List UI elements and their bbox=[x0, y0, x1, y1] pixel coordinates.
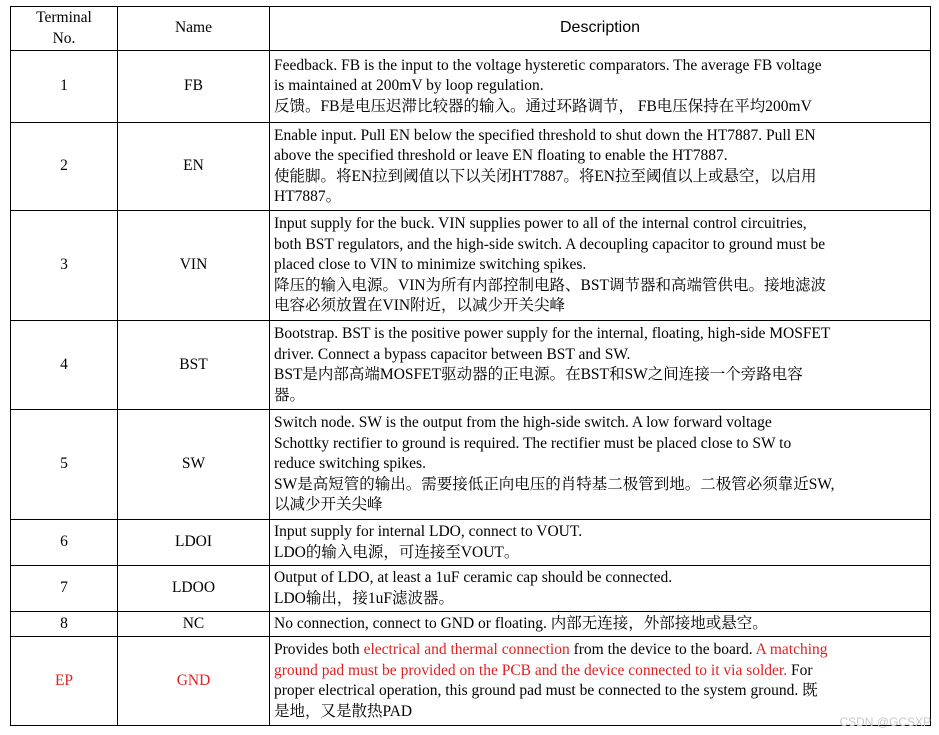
table-row bbox=[11, 410, 931, 520]
name-header: Name bbox=[118, 7, 270, 51]
pin-description bbox=[270, 211, 931, 321]
description-line: above the specified threshold or leave EN floating to enable the HT7887. bbox=[274, 147, 728, 164]
description-line: Enable input. Pull EN below the specified threshold to shut down the HT7887. Pull EN bbox=[274, 126, 816, 144]
description-line: Output of LDO, at least a 1uF ceramic cap should be connected. bbox=[274, 569, 673, 586]
pin-name: LDOO bbox=[118, 566, 270, 612]
description-line: 电容必须放置在VIN附近，以减少开关尖峰 bbox=[274, 297, 566, 315]
description-line: BST是内部高端MOSFET驱动器的正电源。在BST和SW之间连接一个旁路电容 bbox=[274, 366, 803, 383]
table-row-ep bbox=[11, 637, 931, 726]
table-row bbox=[11, 612, 931, 637]
text-segment: Provides both bbox=[274, 641, 364, 658]
pin-description bbox=[270, 410, 931, 520]
pin-name: FB bbox=[118, 51, 270, 123]
text-segment: For bbox=[787, 661, 813, 679]
terminal-no-header bbox=[11, 7, 118, 51]
description-header: Description bbox=[270, 7, 931, 51]
pin-description bbox=[270, 612, 931, 637]
description-line: proper electrical operation, this ground pad must be connected to the system ground. 既 bbox=[274, 682, 818, 699]
highlight-text: ground pad must be provided on the PCB and the device connected to it via solder. bbox=[274, 661, 788, 679]
pin-name: EN bbox=[118, 123, 270, 211]
description-line bbox=[274, 661, 926, 682]
description-line: LDO输出，接1uF滤波器。 bbox=[274, 589, 454, 607]
table-row bbox=[11, 321, 931, 410]
description-line: Input supply for the buck. VIN supplies power to all of the internal control circuitries, bbox=[274, 215, 807, 233]
table-row bbox=[11, 123, 931, 211]
highlight-text: electrical and thermal connection bbox=[363, 641, 570, 658]
pin-description bbox=[270, 123, 931, 211]
pin-name: NC bbox=[118, 612, 270, 637]
table-row bbox=[11, 520, 931, 566]
description-line: LDO的输入电源，可连接至VOUT。 bbox=[274, 543, 520, 561]
description-line: Switch node. SW is the output from the high-side switch. A low forward voltage bbox=[274, 414, 772, 432]
description-line: Schottky rectifier to ground is required. The rectifier must be placed close to SW to bbox=[274, 434, 792, 452]
description-line: SW是高短管的输出。需要接低正向电压的肖特基二极管到地。二极管必须靠近SW, bbox=[274, 475, 835, 493]
description-line: 是地，又是散热PAD bbox=[274, 702, 413, 720]
description-line: 反馈。FB是电压迟滞比较器的输入。通过环路调节， FB电压保持在平均200mV bbox=[274, 97, 812, 115]
watermark: CSDN @GCSXP bbox=[839, 715, 931, 729]
table-header-row bbox=[11, 7, 931, 51]
pin-description bbox=[270, 51, 931, 123]
pin-description bbox=[270, 520, 931, 566]
terminal-no: 8 bbox=[11, 612, 118, 637]
description-line: No connection, connect to GND or floating. 内部无连接，外部接地或悬空。 bbox=[274, 614, 768, 632]
pin-description bbox=[270, 321, 931, 410]
pin-name: BST bbox=[118, 321, 270, 410]
description-line: driver. Connect a bypass capacitor between BST and SW. bbox=[274, 345, 631, 363]
terminal-header-line1: Terminal bbox=[36, 9, 92, 26]
highlight-text: A matching bbox=[755, 641, 828, 658]
terminal-no: 6 bbox=[11, 520, 118, 566]
terminal-header-line2: No. bbox=[52, 29, 76, 47]
terminal-no: 7 bbox=[11, 566, 118, 612]
terminal-no: 2 bbox=[11, 123, 118, 211]
terminal-no: 4 bbox=[11, 321, 118, 410]
pin-name: VIN bbox=[118, 211, 270, 321]
pin-description-table bbox=[10, 6, 931, 726]
table-row bbox=[11, 211, 931, 321]
description-line: both BST regulators, and the high-side switch. A decoupling capacitor to ground must be bbox=[274, 235, 826, 253]
description-line: Bootstrap. BST is the positive power supply for the internal, floating, high-side MOSFET bbox=[274, 325, 831, 342]
table-row bbox=[11, 51, 931, 123]
table-row bbox=[11, 566, 931, 612]
pin-description-ep bbox=[270, 637, 931, 726]
terminal-no: 1 bbox=[11, 51, 118, 123]
pin-description bbox=[270, 566, 931, 612]
description-line: Feedback. FB is the input to the voltage hysteretic comparators. The average FB voltage bbox=[274, 56, 822, 74]
terminal-no: 3 bbox=[11, 211, 118, 321]
description-line: placed close to VIN to minimize switching spikes. bbox=[274, 256, 587, 274]
description-line: is maintained at 200mV by loop regulation. bbox=[274, 77, 544, 95]
table-body bbox=[11, 51, 931, 726]
description-line: 使能脚。将EN拉到阈值以下以关闭HT7887。将EN拉至阈值以上或悬空，以启用 bbox=[274, 167, 817, 185]
description-line: HT7887。 bbox=[274, 188, 342, 205]
description-line: Input supply for internal LDO, connect to VOUT. bbox=[274, 523, 583, 540]
text-segment: from the device to the board. bbox=[569, 641, 756, 658]
terminal-no: 5 bbox=[11, 410, 118, 520]
pin-name: LDOI bbox=[118, 520, 270, 566]
description-line: 降压的输入电源。VIN为所有内部控制电路、BST调节器和高端管供电。接地滤波 bbox=[274, 276, 826, 294]
description-line: reduce switching spikes. bbox=[274, 455, 426, 473]
pin-name: SW bbox=[118, 410, 270, 520]
description-line bbox=[274, 640, 926, 661]
description-line: 以减少开关尖峰 bbox=[274, 496, 383, 514]
pin-name-gnd: GND bbox=[118, 637, 270, 726]
description-line: 器。 bbox=[274, 386, 306, 404]
terminal-no-ep: EP bbox=[11, 637, 118, 726]
